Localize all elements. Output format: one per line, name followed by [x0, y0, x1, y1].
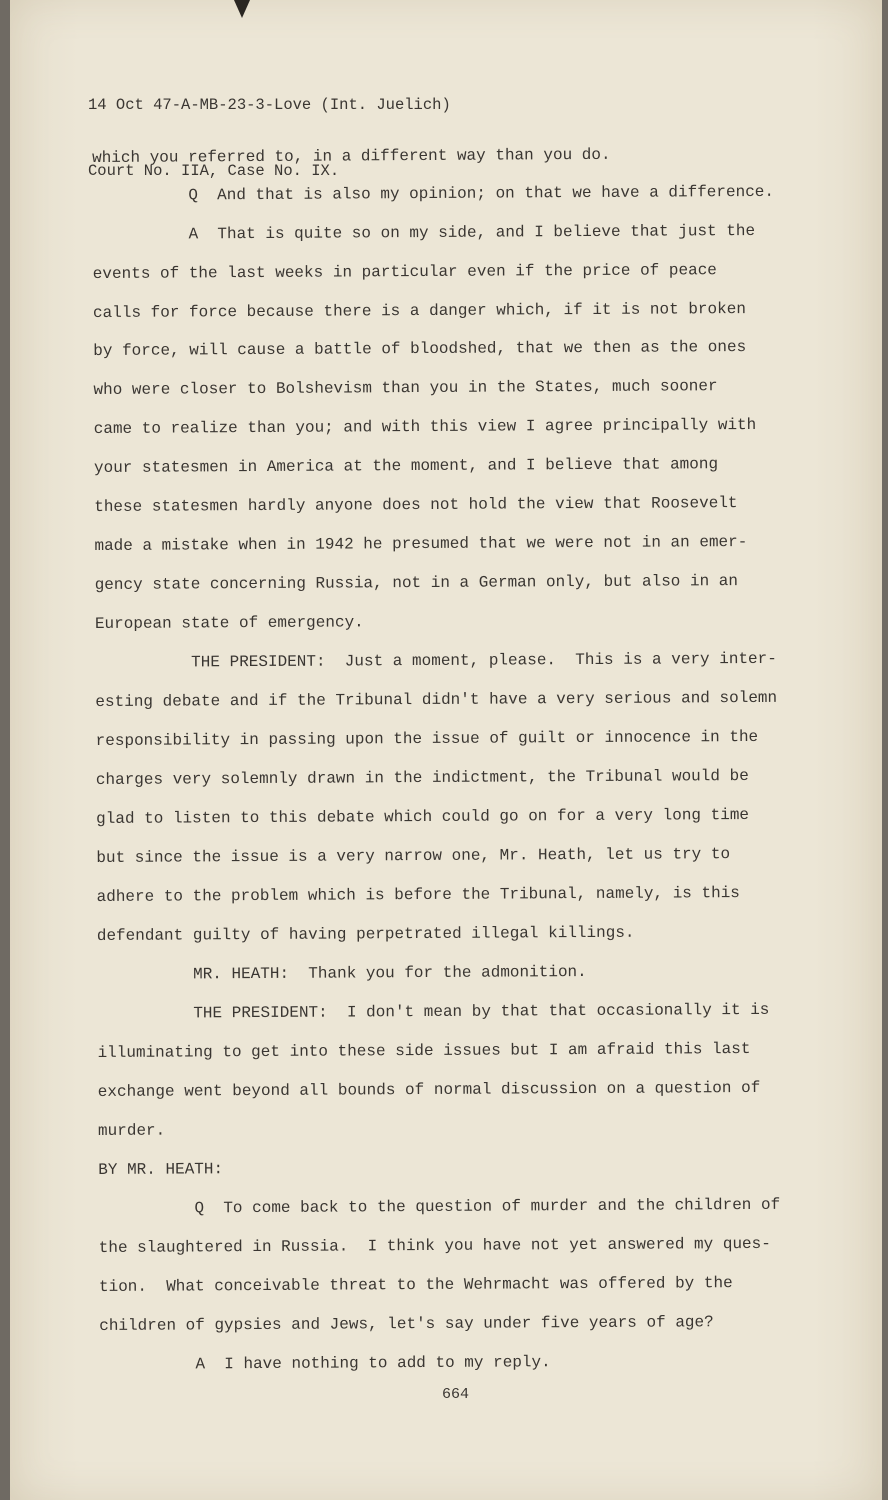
- transcript-line: but since the issue is a very narrow one, Mr. Heath, let us try to: [96, 845, 731, 867]
- transcript-line: BY MR. HEATH:: [98, 1160, 224, 1179]
- transcript-line: your statesmen in America at the moment, and I believe that among: [93, 455, 719, 477]
- transcript-line: glad to listen to this debate which could go on for a very long time: [96, 805, 750, 828]
- document-page: [10, 0, 882, 1500]
- transcript-line: European state of emergency.: [94, 613, 364, 633]
- transcript-line: tion. What conceivable threat to the Wehrmacht was offered by the: [98, 1274, 733, 1296]
- header-reference: 14 Oct 47-A-MB-23-3-Love (Int. Juelich): [88, 96, 451, 114]
- transcript-line: esting debate and if the Tribunal didn't have a very serious and solemn: [95, 688, 778, 711]
- header-court: Court No. IIA, Case No. IX.: [88, 162, 340, 180]
- transcript-line: events of the last weeks in particular even if the price of peace: [92, 261, 717, 283]
- transcript-line: THE PRESIDENT: I don't mean by that that occasionally it is: [193, 1000, 770, 1023]
- transcript-line: children of gypsies and Jews, let's say under five years of age?: [99, 1313, 714, 1335]
- transcript-line: adhere to the problem which is before the Tribunal, namely, is this: [96, 884, 740, 906]
- transcript-line: who were closer to Bolshevism than you in the States, much sooner: [93, 377, 718, 399]
- transcript-line: A I have nothing to add to my reply.: [195, 1353, 551, 1374]
- transcript-line: charges very solemnly drawn in the indictment, the Tribunal would be: [95, 767, 749, 789]
- transcript-line: gency state concerning Russia, not in a German only, but also in an: [94, 572, 739, 594]
- page-number: 664: [442, 1386, 470, 1403]
- transcript-line: which you referred to, in a different way than you do.: [92, 145, 611, 167]
- transcript-line: defendant guilty of having perpetrated illegal killings.: [96, 923, 635, 945]
- transcript-line: A That is quite so on my side, and I believe that just the: [188, 221, 756, 244]
- transcript-line: Q And that is also my opinion; on that we have a difference.: [188, 182, 775, 205]
- transcript-line: made a mistake when in 1942 he presumed that we were not in an emer-: [94, 533, 748, 555]
- transcript-line: by force, will cause a battle of bloodshed, that we then as the ones: [93, 338, 747, 360]
- transcript-line: illuminating to get into these side issues but I am afraid this last: [97, 1039, 751, 1062]
- transcript-line: exchange went beyond all bounds of normal discussion on a question of: [97, 1078, 761, 1101]
- transcript-line: calls for force because there is a danger which, if it is not broken: [92, 300, 746, 322]
- transcript-line: the slaughtered in Russia. I think you have not yet answered my ques-: [98, 1234, 771, 1257]
- transcript-line: MR. HEATH: Thank you for the admonition.: [193, 962, 587, 984]
- transcript-line: came to realize than you; and with this view I agree principally with: [93, 415, 757, 438]
- transcript-line: THE PRESIDENT: Just a moment, please. This is a very inter-: [191, 649, 777, 672]
- transcript-line: these statesmen hardly anyone does not hold the view that Roosevelt: [94, 494, 738, 516]
- staple-mark: [234, 0, 250, 18]
- transcript-line: Q To come back to the question of murder and the children of: [194, 1195, 781, 1218]
- transcript-line: responsibility in passing upon the issue of guilt or innocence in the: [95, 727, 759, 750]
- transcript-line: murder.: [97, 1121, 166, 1140]
